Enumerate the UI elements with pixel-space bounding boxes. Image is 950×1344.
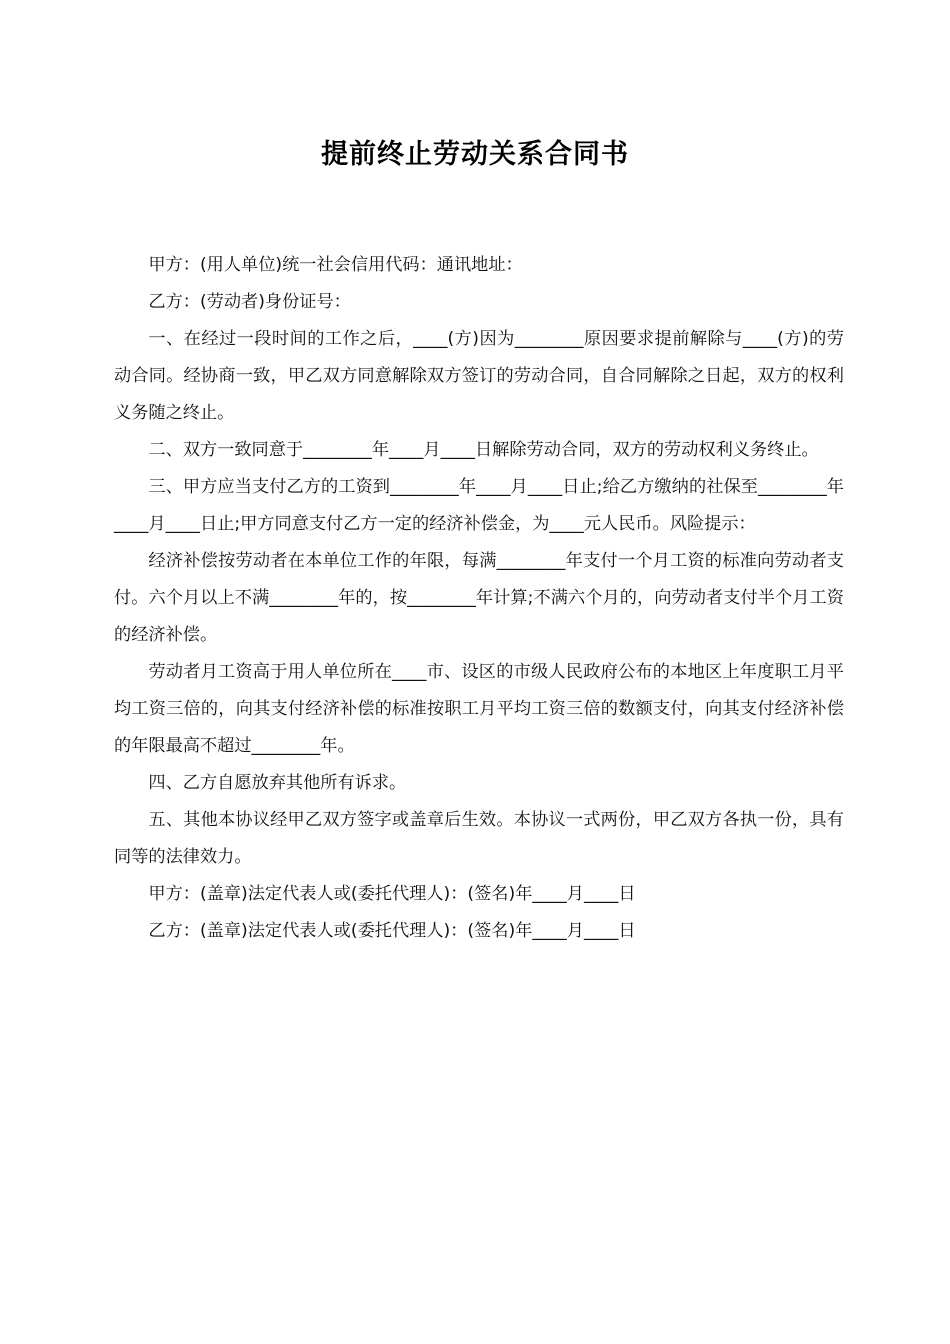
risk-note-1: 经济补偿按劳动者在本单位工作的年限，每满________年支付一个月工资的标准向劳动者支付。六个月以上不满________年的，按________年计算;不满六个月的，向劳动者支付半个月工资的经济补偿。 xyxy=(114,551,844,645)
risk-note-2: 劳动者月工资高于用人单位所在____市、设区的市级人民政府公布的本地区上年度职工月平均工资三倍的，向其支付经济补偿的标准按职工月平均工资三倍的数额支付，向其支付经济补偿的年限最高不超过________年。 xyxy=(114,662,844,756)
document-body xyxy=(114,247,844,950)
clause-3: 三、甲方应当支付乙方的工资到________年____月____日止;给乙方缴纳的社保至________年____月____日止;甲方同意支付乙方一定的经济补偿金，为____元人民币。风险提示： xyxy=(114,477,844,534)
party-b-signature: 乙方：(盖章)法定代表人或(委托代理人)：(签名)年____月____日 xyxy=(148,921,636,941)
document-title: 提前终止劳动关系合同书 xyxy=(321,139,629,170)
clause-1: 一、在经过一段时间的工作之后，____(方)因为________原因要求提前解除与____(方)的劳动合同。经协商一致，甲乙双方同意解除双方签订的劳动合同，自合同解除之日起，双方的权利义务随之终止。 xyxy=(114,329,844,423)
clause-2: 二、双方一致同意于________年____月____日解除劳动合同，双方的劳动权利义务终止。 xyxy=(148,440,819,460)
party-a-signature: 甲方：(盖章)法定代表人或(委托代理人)：(签名)年____月____日 xyxy=(148,884,636,904)
party-a-info: 甲方：(用人单位)统一社会信用代码：通讯地址： xyxy=(148,255,523,275)
party-b-info: 乙方：(劳动者)身份证号： xyxy=(148,292,351,312)
clause-4: 四、乙方自愿放弃其他所有诉求。 xyxy=(148,773,407,793)
clause-5: 五、其他本协议经甲乙双方签字或盖章后生效。本协议一式两份，甲乙双方各执一份，具有同等的法律效力。 xyxy=(114,810,844,867)
